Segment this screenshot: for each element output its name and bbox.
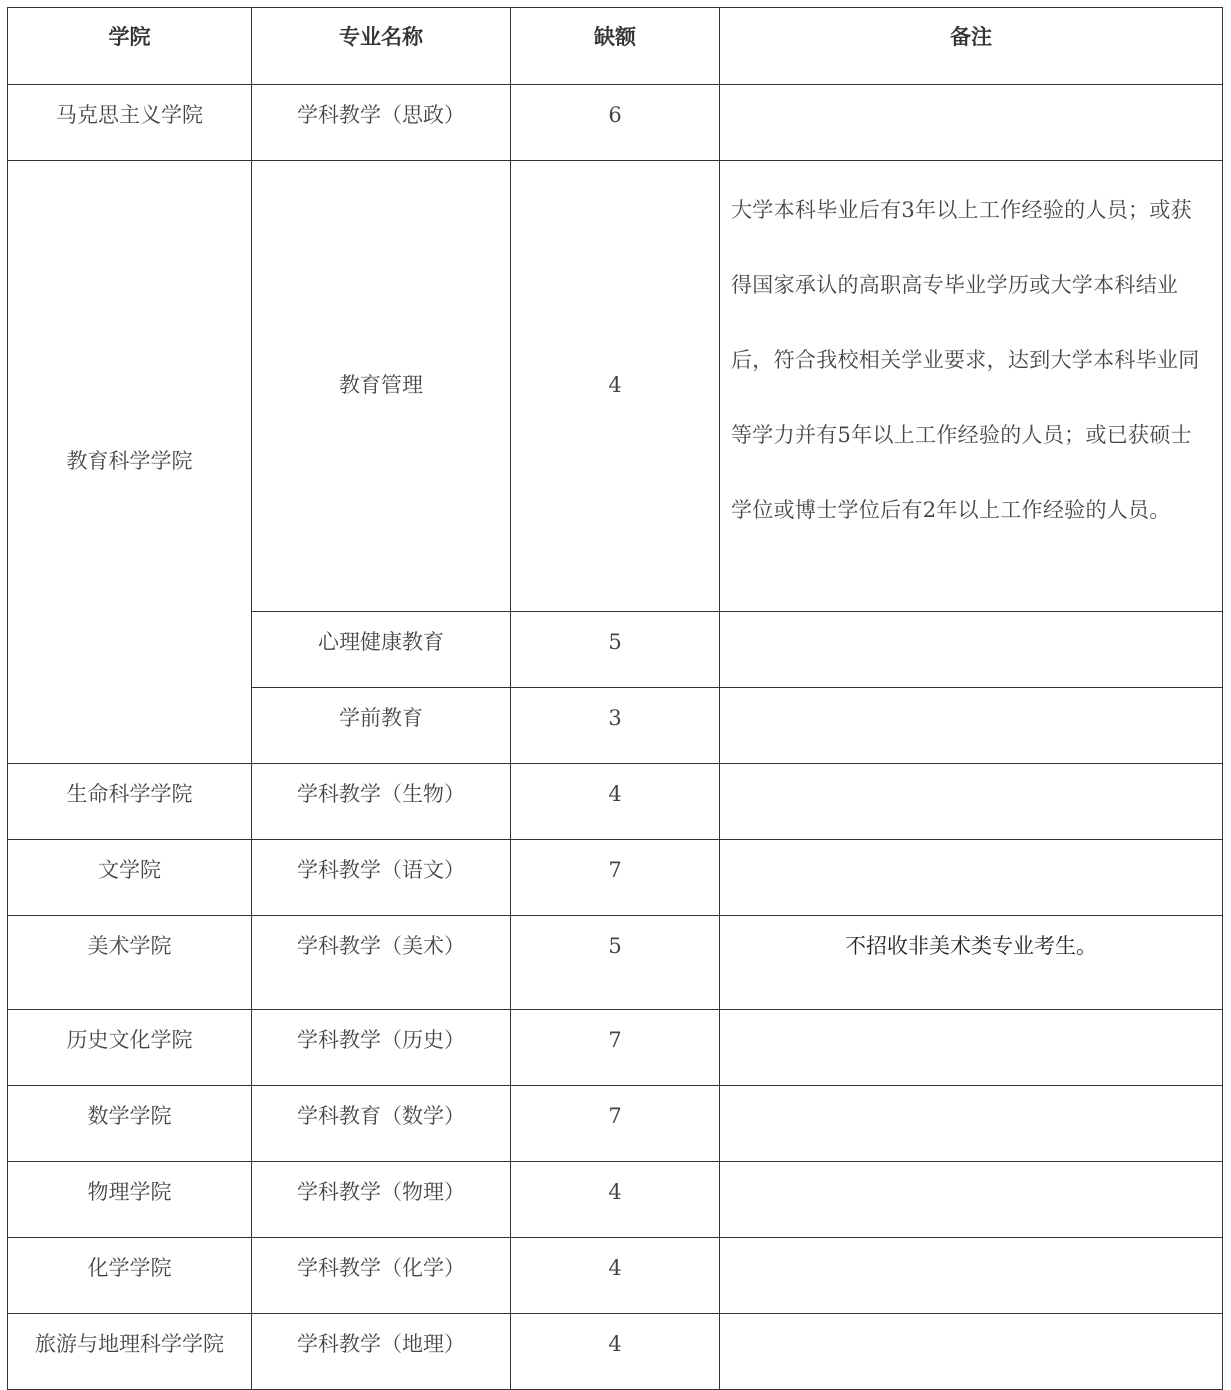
- college-cell: 马克思主义学院: [8, 85, 252, 161]
- major-cell: 学科教学（历史）: [252, 1010, 511, 1086]
- quota-cell: 3: [511, 688, 720, 764]
- table-row: [8, 161, 1223, 612]
- major-cell: 学科教学（美术）: [252, 916, 511, 1010]
- quota-cell: 7: [511, 1010, 720, 1086]
- note-cell: [720, 1162, 1223, 1238]
- college-cell: 美术学院: [8, 916, 252, 1010]
- header-note: 备注: [720, 8, 1223, 85]
- major-cell: 心理健康教育: [252, 612, 511, 688]
- quota-cell: 5: [511, 612, 720, 688]
- recruitment-quota-table: [7, 7, 1223, 1390]
- major-cell: 学科教学（生物）: [252, 764, 511, 840]
- college-cell: 文学院: [8, 840, 252, 916]
- note-cell: [720, 85, 1223, 161]
- note-cell: [720, 1086, 1223, 1162]
- note-cell: [720, 764, 1223, 840]
- quota-cell: 6: [511, 85, 720, 161]
- major-cell: 学科教育（数学）: [252, 1086, 511, 1162]
- college-cell: 物理学院: [8, 1162, 252, 1238]
- note-cell: [720, 840, 1223, 916]
- table-row: [8, 1314, 1223, 1390]
- table-row: [8, 916, 1223, 1010]
- major-cell: 学科教学（化学）: [252, 1238, 511, 1314]
- note-cell: [720, 1314, 1223, 1390]
- quota-cell: 7: [511, 1086, 720, 1162]
- table-row: [8, 840, 1223, 916]
- table-row: [8, 85, 1223, 161]
- note-cell: [720, 1238, 1223, 1314]
- note-cell: [720, 688, 1223, 764]
- major-cell: 学科教学（地理）: [252, 1314, 511, 1390]
- major-cell: 学科教学（思政）: [252, 85, 511, 161]
- table-row: [8, 1162, 1223, 1238]
- quota-cell: 5: [511, 916, 720, 1010]
- major-cell: 教育管理: [252, 161, 511, 612]
- table-row: [8, 1010, 1223, 1086]
- quota-cell: 4: [511, 764, 720, 840]
- header-college: 学院: [8, 8, 252, 85]
- table-row: [8, 1086, 1223, 1162]
- header-row: [8, 8, 1223, 85]
- table-row: [8, 764, 1223, 840]
- major-cell: 学科教学（语文）: [252, 840, 511, 916]
- college-cell: 旅游与地理科学学院: [8, 1314, 252, 1390]
- quota-cell: 4: [511, 1162, 720, 1238]
- header-quota: 缺额: [511, 8, 720, 85]
- note-cell: 大学本科毕业后有3年以上工作经验的人员；或获得国家承认的高职高专毕业学历或大学本科结业后，符合我校相关学业要求，达到大学本科毕业同等学力并有5年以上工作经验的人员；或已获硕士学位或博士学位后有2年以上工作经验的人员。: [720, 161, 1223, 612]
- quota-cell: 4: [511, 161, 720, 612]
- note-cell: [720, 1010, 1223, 1086]
- header-major: 专业名称: [252, 8, 511, 85]
- table-row: [8, 1238, 1223, 1314]
- note-cell: [720, 612, 1223, 688]
- quota-cell: 7: [511, 840, 720, 916]
- college-cell: 数学学院: [8, 1086, 252, 1162]
- college-cell: 教育科学学院: [8, 161, 252, 764]
- major-cell: 学前教育: [252, 688, 511, 764]
- college-cell: 历史文化学院: [8, 1010, 252, 1086]
- college-cell: 化学学院: [8, 1238, 252, 1314]
- note-cell: 不招收非美术类专业考生。: [720, 916, 1223, 1010]
- major-cell: 学科教学（物理）: [252, 1162, 511, 1238]
- quota-cell: 4: [511, 1314, 720, 1390]
- college-cell: 生命科学学院: [8, 764, 252, 840]
- quota-cell: 4: [511, 1238, 720, 1314]
